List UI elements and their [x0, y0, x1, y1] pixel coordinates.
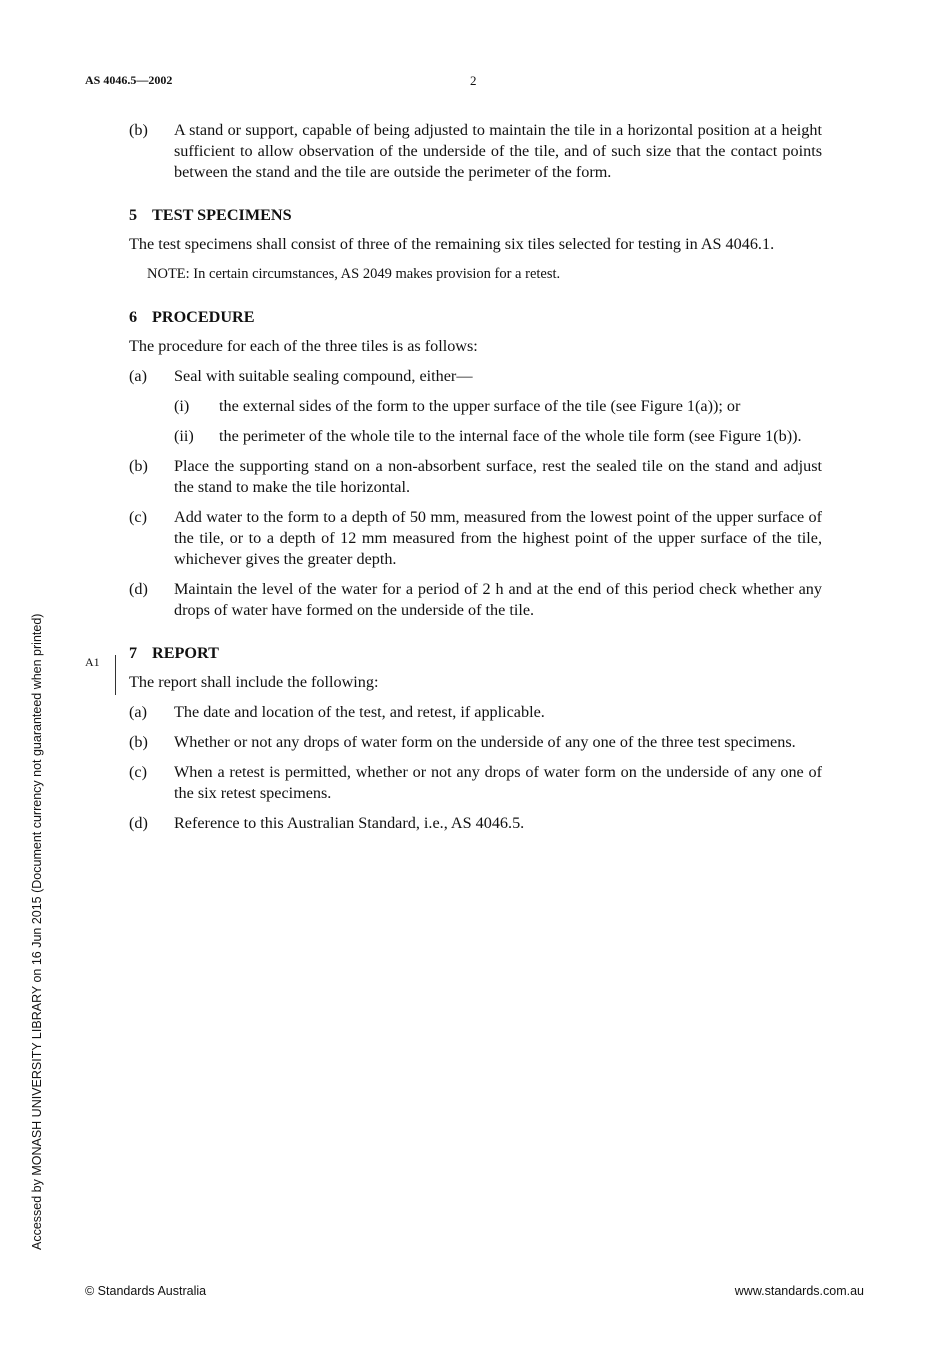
item-label: (a)	[129, 703, 147, 721]
item-text: Add water to the form to a depth of 50 mm, measured from the lowest point of the upper surface of the tile, or to a depth of 12 mm measured from the highest point of the upper surface of the tile, whichever gives the greater depth.	[174, 508, 822, 568]
item-text: A stand or support, capable of being adjusted to maintain the tile in a horizontal position at a height sufficient to allow observation of the underside of the tile, and of such size that the contact points between the stand and the tile are outside the perimeter of the form.	[174, 121, 822, 181]
item-label: (c)	[129, 508, 147, 526]
item-label: (c)	[129, 763, 147, 781]
procedure-item-d	[129, 579, 822, 621]
item-label: (a)	[129, 367, 147, 385]
section-7-intro: The report shall include the following:	[129, 673, 379, 691]
procedure-subitem-ii	[174, 426, 822, 447]
footer-url: www.standards.com.au	[734, 1284, 864, 1298]
item-label: (b)	[129, 121, 148, 139]
procedure-item-b	[129, 456, 822, 498]
section-number: 6	[129, 308, 138, 326]
item-label: (b)	[129, 457, 148, 475]
subitem-label: (ii)	[174, 427, 194, 445]
access-watermark: Accessed by MONASH UNIVERSITY LIBRARY on 16 Jun 2015 (Document currency not guaranteed when printed)	[30, 613, 44, 1250]
document-body	[129, 120, 822, 843]
subitem-label: (i)	[174, 397, 190, 415]
item-text: Seal with suitable sealing compound, either—	[174, 367, 473, 385]
section-title: REPORT	[152, 644, 219, 662]
item-label: (b)	[129, 733, 148, 751]
subitem-text: the external sides of the form to the upper surface of the tile (see Figure 1(a)); or	[219, 397, 741, 415]
item-text: Maintain the level of the water for a period of 2 h and at the end of this period check whether any drops of water have formed on the underside of the tile.	[174, 580, 822, 619]
procedure-subitem-i	[174, 396, 822, 417]
page-number: 2	[470, 73, 477, 88]
item-text: Reference to this Australian Standard, i.e., AS 4046.5.	[174, 814, 525, 832]
document-code: AS 4046.5—2002	[85, 73, 173, 87]
item-text: Place the supporting stand on a non-absorbent surface, rest the sealed tile on the stand and adjust the stand to make the tile horizontal.	[174, 457, 822, 496]
report-item-b	[129, 732, 822, 753]
amendment-marker: A1	[85, 655, 100, 669]
report-item-c	[129, 762, 822, 804]
item-label: (d)	[129, 814, 148, 832]
section-number: 5	[129, 206, 138, 224]
section-5-heading	[129, 205, 822, 226]
item-text: Whether or not any drops of water form on the underside of any one of the three test specimens.	[174, 733, 796, 751]
item-text: When a retest is permitted, whether or not any drops of water form on the underside of any one of the six retest specimens.	[174, 763, 822, 802]
section-title: TEST SPECIMENS	[152, 206, 292, 224]
footer-copyright: © Standards Australia	[85, 1284, 207, 1298]
section-5-paragraph: The test specimens shall consist of three of the remaining six tiles selected for testing in AS 4046.1.	[129, 235, 775, 253]
intro-list-item-b	[129, 120, 822, 183]
item-label: (d)	[129, 580, 148, 598]
section-7-heading	[129, 643, 822, 664]
procedure-item-a	[129, 366, 822, 387]
procedure-item-c	[129, 507, 822, 570]
report-item-a	[129, 702, 822, 723]
subitem-text: the perimeter of the whole tile to the internal face of the whole tile form (see Figure 1(b)).	[219, 427, 802, 445]
amendment-bar	[115, 655, 116, 695]
section-6-intro: The procedure for each of the three tiles is as follows:	[129, 337, 478, 355]
report-item-d	[129, 813, 822, 834]
section-title: PROCEDURE	[152, 308, 255, 326]
section-6-heading	[129, 307, 822, 328]
section-number: 7	[129, 644, 138, 662]
section-5-note: NOTE: In certain circumstances, AS 2049 makes provision for a retest.	[147, 266, 561, 282]
item-text: The date and location of the test, and retest, if applicable.	[174, 703, 545, 721]
